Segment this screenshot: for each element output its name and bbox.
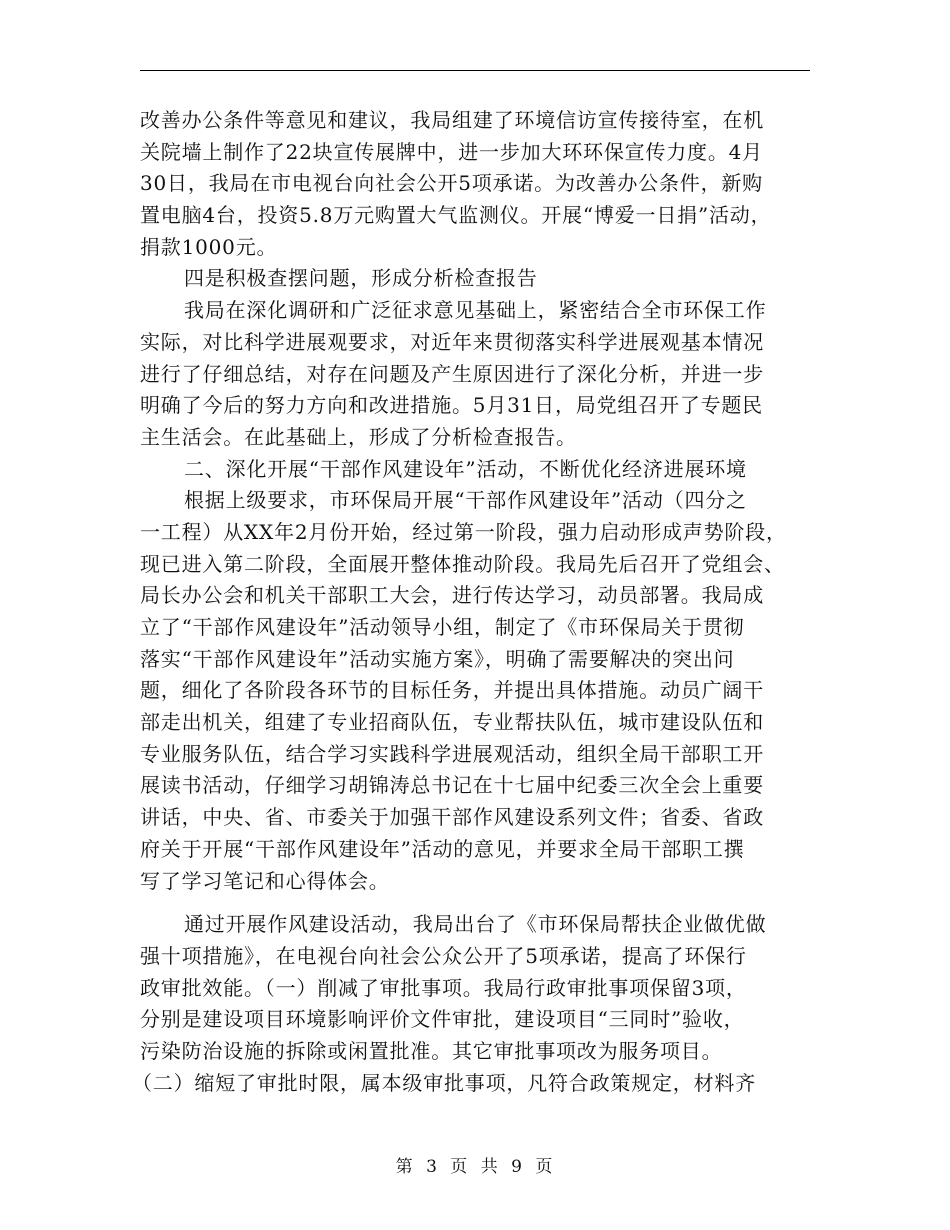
text-line: 二、深化开展“干部作风建设年”活动，不断优化经济进展环境 (184, 456, 747, 481)
text-line: 落实“干部作风建设年”活动实施方案》，明确了需要解决的突出问 (140, 646, 735, 671)
text-line: 强十项措施》，在电视台向社会公众公开了5项承诺，提高了环保行 (140, 943, 747, 968)
text-line: 分别是建设项目环境影响评价文件审批，建设项目“三同时”验收， (140, 1007, 745, 1032)
text-line: 捐款1000元。 (140, 234, 278, 259)
header-rule (140, 70, 810, 71)
text-line: 根据上级要求，市环保局开展“干部作风建设年”活动（四分之 (184, 488, 747, 513)
document-body (132, 105, 830, 1099)
footer-current-page: 3 (426, 1157, 439, 1177)
text-line: 现已进入第二阶段，全面展开整体推动阶段。我局先后召开了党组会、 (140, 551, 785, 576)
text-line: 进行了仔细总结，对存在问题及产生原因进行了深化分析，并进一步 (140, 361, 764, 386)
text-line: 部走出机关，组建了专业招商队伍，专业帮扶队伍，城市建设队伍和 (140, 710, 764, 735)
text-line: 污染防治设施的拆除或闲置批准。其它审批事项改为服务项目。 (140, 1038, 723, 1063)
text-line: 置电脑4台，投资5.8万元购置大气监测仪。开展“博爱一日捐”活动， (140, 203, 772, 228)
text-line: 实际，对比科学进展观要求，对近年来贯彻落实科学进展观基本情况 (140, 329, 764, 354)
text-line: （二）缩短了审批时限，属本级审批事项，凡符合政策规定，材料齐 (132, 1070, 756, 1095)
paragraph-gap (140, 897, 830, 909)
footer-label-total: 共 (480, 1157, 500, 1177)
footer-label-unit: 页 (450, 1157, 470, 1177)
text-line: 政审批效能。（一）削减了审批事项。我局行政审批事项保留3项， (140, 975, 747, 1000)
text-line: 题，细化了各阶段各环节的目标任务，并提出具体措施。动员广阔干 (140, 678, 764, 703)
text-line: 讲话，中央、省、市委关于加强干部作风建设系列文件；省委、省政 (140, 805, 764, 830)
text-line: 30日，我局在市电视台向社会公开5项承诺。为改善办公条件，新购 (140, 171, 763, 196)
text-line: 通过开展作风建设活动，我局出台了《市环保局帮扶企业做优做 (184, 912, 767, 937)
text-line: 府关于开展“干部作风建设年”活动的意见，并要求全局干部职工撰 (140, 836, 745, 861)
text-line: 主生活会。在此基础上，形成了分析检查报告。 (140, 424, 577, 449)
text-line: 写了学习笔记和心得体会。 (140, 868, 390, 893)
page-footer (0, 1152, 950, 1177)
text-line: 我局在深化调研和广泛征求意见基础上，紧密结合全市环保工作 (184, 298, 767, 323)
text-line: 立了“干部作风建设年”活动领导小组，制定了《市环保局关于贯彻 (140, 615, 745, 639)
footer-label-unit2: 页 (535, 1157, 555, 1177)
footer-total-pages: 9 (511, 1157, 524, 1177)
text-line: 关院墙上制作了22块宣传展牌中，进一步加大环环保宣传力度。4月 (140, 139, 763, 164)
text-line: 专业服务队伍，结合学习实践科学进展观活动，组织全局干部职工开 (140, 741, 764, 766)
text-line: 展读书活动，仔细学习胡锦涛总书记在十七届中纪委三次全会上重要 (140, 773, 764, 798)
text-line: 局长办公会和机关干部职工大会，进行传达学习，动员部署。我局成 (140, 583, 764, 608)
text-line: 一工程）从XX年2月份开始，经过第一阶段，强力启动形成声势阶段， (140, 519, 787, 544)
footer-label-page: 第 (395, 1157, 415, 1177)
text-line: 四是积极查摆问题，形成分析检查报告 (184, 266, 538, 291)
text-line: 明确了今后的努力方向和改进措施。5月31日，局党组召开了专题民 (140, 393, 763, 418)
text-line: 改善办公条件等意见和建议，我局组建了环境信访宣传接待室，在机 (140, 108, 764, 132)
